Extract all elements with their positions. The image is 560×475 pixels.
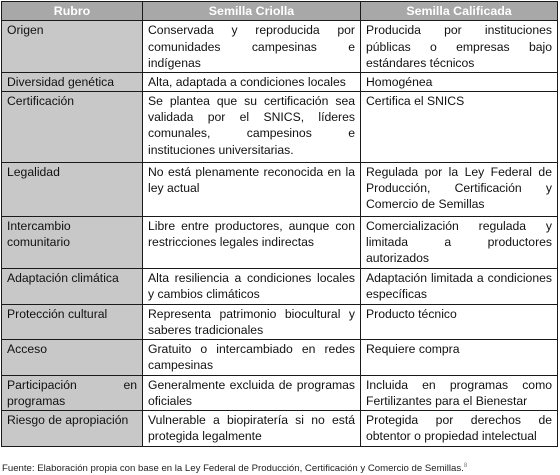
table-row	[2, 216, 558, 268]
table-row	[2, 162, 558, 216]
cell-calificada: Comercialización regulada y limitada a productores autorizados	[361, 216, 558, 268]
cell-calificada: Producida por instituciones públicas o empresas bajo estándares técnicos	[361, 21, 558, 72]
cell-criolla: Libre entre productores, aunque con restricciones legales indirectas	[143, 216, 361, 268]
cell-calificada: Protegida por derechos de obtentor o propiedad intelectual	[361, 410, 558, 446]
row-label: Protección cultural	[2, 304, 143, 339]
source-text: Fuente: Elaboración propia con base en la Ley Federal de Producción, Certificación y Comercio de Semillas.	[2, 463, 464, 475]
table-row	[2, 375, 558, 410]
table-row	[2, 304, 558, 339]
table-row	[2, 72, 558, 91]
cell-calificada: Requiere compra	[361, 339, 558, 375]
row-label: Legalidad	[2, 162, 143, 216]
cell-calificada: Certifica el SNICS	[361, 91, 558, 162]
cell-criolla: Alta resiliencia a condiciones locales y cambios climáticos	[143, 268, 361, 304]
table-row	[2, 91, 558, 162]
cell-calificada: Homogénea	[361, 72, 558, 91]
cell-calificada: Regulada por la Ley Federal de Producción, Certificación y Comercio de Semillas	[361, 162, 558, 216]
cell-criolla: Vulnerable a biopiratería si no está protegida legalmente	[143, 410, 361, 446]
row-label: Acceso	[2, 339, 143, 375]
row-label: Diversidad genética	[2, 72, 143, 91]
cell-criolla: Generalmente excluida de programas oficiales	[143, 375, 361, 410]
cell-criolla: Representa patrimonio biocultural y saberes tradicionales	[143, 304, 361, 339]
table-row	[2, 268, 558, 304]
header-rubro: Rubro	[2, 2, 143, 21]
table-row	[2, 410, 558, 446]
cell-criolla: No está plenamente reconocida en la ley actual	[143, 162, 361, 216]
source-note	[2, 460, 467, 475]
row-label: Adaptación climática	[2, 268, 143, 304]
cell-criolla: Se plantea que su certificación sea validada por el SNICS, líderes comunales, campesinos e instituciones universitarias.	[143, 91, 361, 162]
table-row	[2, 21, 558, 72]
cell-criolla: Gratuito o intercambiado en redes campesinas	[143, 339, 361, 375]
footnote-marker: 8	[463, 463, 468, 469]
row-label: Origen	[2, 21, 143, 72]
cell-calificada: Incluida en programas como Fertilizantes para el Bienestar	[361, 375, 558, 410]
comparison-table	[1, 1, 558, 447]
row-label: Participación en programas	[2, 375, 143, 410]
cell-criolla: Alta, adaptada a condiciones locales	[143, 72, 361, 91]
cell-calificada: Producto técnico	[361, 304, 558, 339]
cell-criolla: Conservada y reproducida por comunidades campesinas e indígenas	[143, 21, 361, 72]
cell-calificada: Adaptación limitada a condiciones específicas	[361, 268, 558, 304]
row-label: Certificación	[2, 91, 143, 162]
header-semilla-criolla: Semilla Criolla	[143, 2, 361, 21]
header-semilla-calificada: Semilla Calificada	[361, 2, 558, 21]
table-header-row	[2, 2, 558, 21]
table-row	[2, 339, 558, 375]
row-label: Intercambio comunitario	[2, 216, 143, 268]
row-label: Riesgo de apropiación	[2, 410, 143, 446]
